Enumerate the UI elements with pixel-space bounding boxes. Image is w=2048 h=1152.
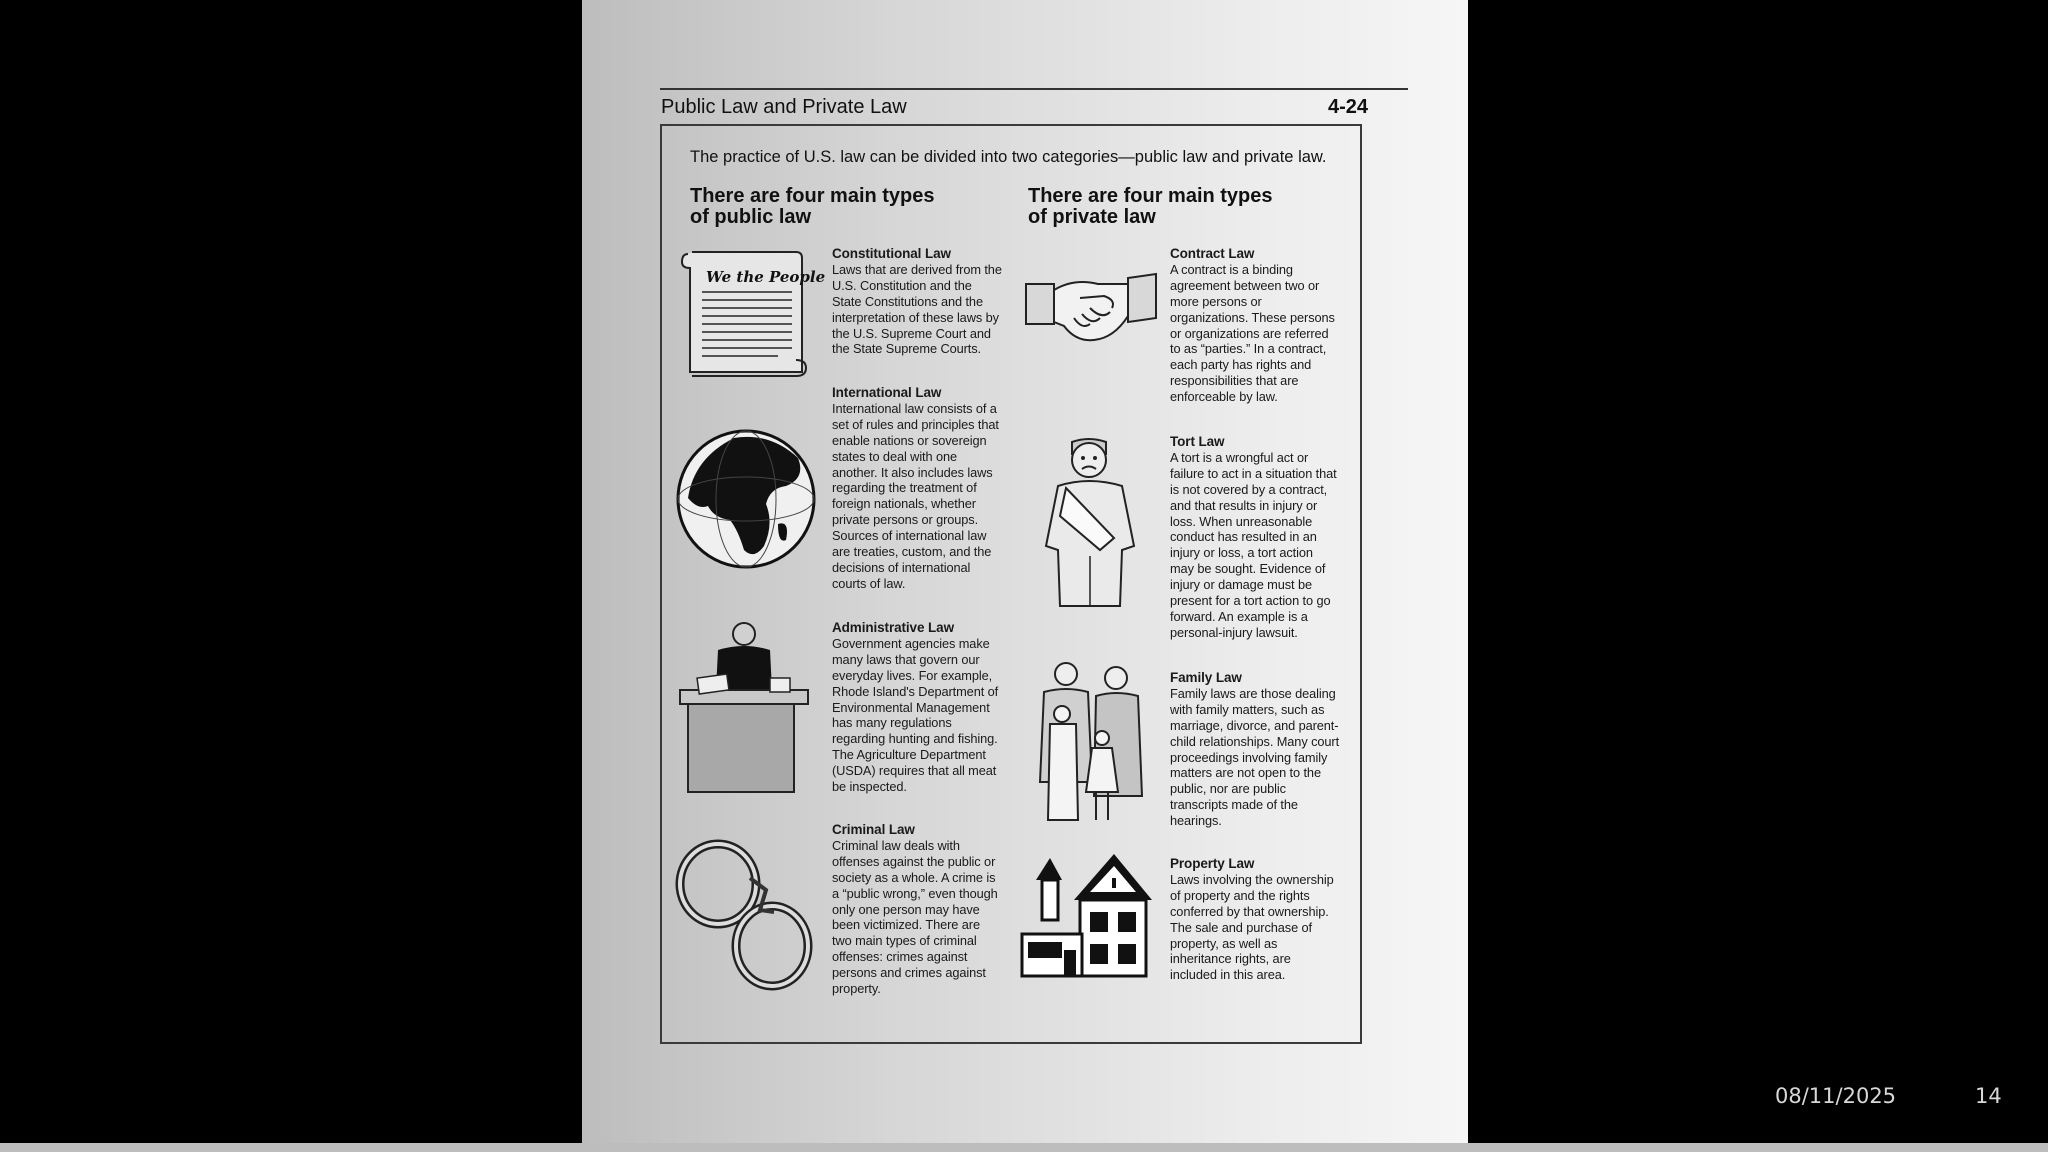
document-page bbox=[582, 0, 1468, 1143]
entry-body: Laws involving the ownership of property and the rights conferred by that ownership. The sale and purchase of property, as well as inheritance rights, are included in this area. bbox=[1170, 871, 1334, 983]
public-law-heading: There are four main types of public law bbox=[690, 185, 935, 228]
entry-body: Government agencies make many laws that govern our everyday lives. For example, Rhode Island's Department of Environmental Management has many regulations regarding hunting and fishing. The Agriculture Department (USDA) requires that all meat be inspected. bbox=[832, 635, 999, 795]
handcuffs-icon bbox=[674, 838, 814, 992]
family-law-entry bbox=[1170, 670, 1340, 829]
entry-title: International Law bbox=[832, 385, 942, 400]
entry-body: International law consists of a set of rules and principles that enable nations or sovereign states to deal with one another. It also includes laws regarding the treatment of foreign nationals, whether private persons or groups. Sources of international law are treaties, custom, and the decisions of international courts of law. bbox=[832, 400, 999, 591]
house-icon bbox=[1018, 850, 1154, 980]
entry-title: Tort Law bbox=[1170, 434, 1225, 449]
page-number: 4-24 bbox=[1327, 96, 1368, 118]
constitutional-law-entry bbox=[832, 246, 1002, 357]
private-law-heading: There are four main types of private law bbox=[1028, 185, 1273, 228]
administrative-law-entry bbox=[832, 620, 1002, 795]
entry-title: Constitutional Law bbox=[832, 246, 951, 261]
entry-title: Family Law bbox=[1170, 670, 1242, 685]
svg-text:We the People: We the People bbox=[706, 268, 826, 286]
official-at-desk-icon bbox=[676, 620, 812, 796]
entry-title: Contract Law bbox=[1170, 246, 1255, 261]
content-box bbox=[660, 124, 1362, 1044]
injured-person-icon bbox=[1036, 436, 1142, 612]
entry-title: Property Law bbox=[1170, 856, 1255, 871]
tort-law-entry bbox=[1170, 434, 1340, 641]
slide-number: 14 bbox=[1975, 1084, 2002, 1108]
globe-icon bbox=[674, 428, 820, 570]
constitution-scroll-icon bbox=[678, 248, 826, 380]
entry-title: Criminal Law bbox=[832, 822, 915, 837]
international-law-entry bbox=[832, 385, 1002, 592]
entry-body: A tort is a wrongful act or failure to act in a situation that is not covered by a contract, and that results in injury or loss. When unreasonable conduct has resulted in an injury or loss, a tort action may be sought. Evidence of injury or damage must be present for a tort action to go forward. An example is a personal-injury lawsuit. bbox=[1170, 449, 1337, 640]
property-law-entry bbox=[1170, 856, 1340, 983]
slide-date: 08/11/2025 bbox=[1775, 1084, 1897, 1108]
entry-body: Criminal law deals with offenses against the public or society as a whole. A crime is a “public wrong,” even though only one person may have been victimized. There are two main types of criminal offenses: crimes against persons and crimes against property. bbox=[832, 837, 998, 997]
header-rule bbox=[660, 88, 1408, 90]
criminal-law-entry bbox=[832, 822, 1002, 997]
bottom-scroll-strip bbox=[0, 1143, 2048, 1152]
family-icon bbox=[1036, 662, 1146, 828]
page-title: Public Law and Private Law bbox=[661, 96, 907, 118]
contract-law-entry bbox=[1170, 246, 1340, 405]
intro-text: The practice of U.S. law can be divided into two categories—public law and private law. bbox=[690, 148, 1327, 166]
entry-body: Family laws are those dealing with family matters, such as marriage, divorce, and parent-child relationships. Many court proceedings involving family matters are not open to the public, nor are public transcripts made of the hearings. bbox=[1170, 685, 1340, 829]
entry-body: Laws that are derived from the U.S. Constitution and the State Constitutions and the interpretation of these laws by the U.S. Supreme Court and the State Supreme Courts. bbox=[832, 261, 1002, 357]
entry-title: Administrative Law bbox=[832, 620, 954, 635]
entry-body: A contract is a binding agreement between two or more persons or organizations. These persons or organizations are referred to as “parties.” In a contract, each party has rights and responsibilities that are enforceable by law. bbox=[1170, 261, 1335, 405]
handshake-icon bbox=[1024, 268, 1158, 352]
